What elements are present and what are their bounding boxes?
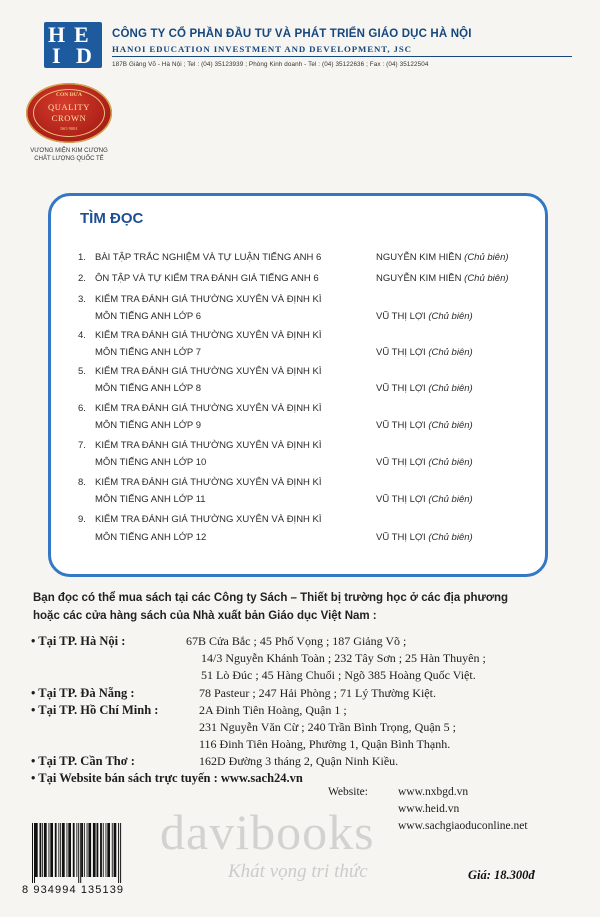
- author-name: VŨ THỊ LỢI: [376, 311, 426, 322]
- author-name: VŨ THỊ LỢI: [376, 457, 426, 468]
- author-name: NGUYỄN KIM HIỀN: [376, 273, 462, 284]
- logo-letter-e: E: [74, 22, 89, 47]
- location-address-line: 2A Đinh Tiên Hoàng, Quận 1 ;: [199, 703, 347, 717]
- location-label-cantho: • Tại TP. Cần Thơ :: [31, 754, 135, 768]
- book-title-line: KIỂM TRA ĐÁNH GIÁ THƯỜNG XUYÊN VÀ ĐỊNH KÌ: [95, 440, 322, 451]
- location-address-line: 51 Lò Đúc ; 45 Hàng Chuối ; Ngõ 385 Hoàng Quốc Việt.: [201, 668, 476, 682]
- book-title-line: KIỂM TRA ĐÁNH GIÁ THƯỜNG XUYÊN VÀ ĐỊNH KÌ: [95, 330, 322, 341]
- location-address-line: 116 Đinh Tiên Hoàng, Phường 1, Quận Bình Thạnh.: [199, 737, 451, 751]
- book-number: 2.: [78, 273, 86, 284]
- book-author: [376, 532, 473, 543]
- author-role: (Chủ biên): [428, 311, 473, 322]
- website-url[interactable]: www.sachgiaoduconline.net: [398, 820, 528, 832]
- book-number: 4.: [78, 330, 86, 341]
- location-label-website: • Tại Website bán sách trực tuyến : www.sach24.vn: [31, 771, 303, 785]
- author-name: VŨ THỊ LỢI: [376, 532, 426, 543]
- seal-top-text: CON ĐƯA: [56, 92, 82, 98]
- logo-letter-h: H: [48, 22, 66, 47]
- author-name: VŨ THỊ LỢI: [376, 494, 426, 505]
- book-title-line: MÔN TIẾNG ANH LỚP 11: [95, 494, 206, 505]
- book-title-line: ÔN TẬP VÀ TỰ KIỂM TRA ĐÁNH GIÁ TIẾNG ANH 6: [95, 273, 319, 284]
- seal-caption-1: VƯƠNG MIỆN KIM CƯƠNG: [30, 148, 108, 154]
- author-role: (Chủ biên): [428, 347, 473, 358]
- book-title-line: KIỂM TRA ĐÁNH GIÁ THƯỜNG XUYÊN VÀ ĐỊNH KÌ: [95, 366, 322, 377]
- book-author: [376, 311, 473, 322]
- book-title-line: MÔN TIẾNG ANH LỚP 9: [95, 420, 201, 431]
- book-title-line: MÔN TIẾNG ANH LỚP 6: [95, 311, 201, 322]
- location-label-danang: • Tại TP. Đà Nẵng :: [31, 686, 135, 700]
- buy-intro-line-1: Bạn đọc có thể mua sách tại các Công ty Sách – Thiết bị trường học ở các địa phương: [33, 592, 509, 604]
- publisher-logo: [44, 22, 102, 68]
- author-role: (Chủ biên): [428, 420, 473, 431]
- seal-line2: CROWN: [51, 113, 87, 123]
- book-author: [376, 494, 473, 505]
- barcode-number: 8 934994 135139: [22, 884, 125, 896]
- book-number: 5.: [78, 366, 86, 377]
- book-number: 7.: [78, 440, 86, 451]
- price-label: Giá: 18.300đ: [468, 868, 535, 882]
- header-divider: [112, 56, 572, 57]
- book-title-line: MÔN TIẾNG ANH LỚP 8: [95, 383, 201, 394]
- seal-line1: QUALITY: [48, 102, 90, 112]
- author-role: (Chủ biên): [428, 532, 473, 543]
- reading-list-title: TÌM ĐỌC: [80, 210, 144, 227]
- watermark-slogan: Khát vọng tri thức: [228, 861, 368, 882]
- book-author: [376, 420, 473, 431]
- book-number: 9.: [78, 514, 86, 525]
- book-title-line: KIỂM TRA ĐÁNH GIÁ THƯỜNG XUYÊN VÀ ĐỊNH KÌ: [95, 294, 322, 305]
- author-name: VŨ THỊ LỢI: [376, 383, 426, 394]
- book-title-line: MÔN TIẾNG ANH LỚP 7: [95, 347, 201, 358]
- buy-intro-line-2: hoặc các cửa hàng sách của Nhà xuất bản Giáo dục Việt Nam :: [33, 610, 377, 622]
- book-title-line: BÀI TẬP TRẮC NGHIỆM VÀ TỰ LUẬN TIẾNG ANH 6: [95, 252, 322, 263]
- logo-letter-i: I: [52, 43, 61, 68]
- website-url[interactable]: www.nxbgd.vn: [398, 786, 469, 798]
- book-author: [376, 252, 509, 263]
- website-url[interactable]: www.heid.vn: [398, 803, 460, 815]
- publisher-name: CÔNG TY CỔ PHẦN ĐẦU TƯ VÀ PHÁT TRIỂN GIÁO DỤC HÀ NỘI: [112, 28, 472, 40]
- book-number: 6.: [78, 403, 86, 414]
- location-address-line: 67B Cửa Bắc ; 45 Phố Vọng ; 187 Giảng Võ ;: [186, 634, 407, 648]
- quality-crown-seal: [26, 83, 112, 143]
- location-address-line: 162D Đường 3 tháng 2, Quận Ninh Kiều.: [199, 754, 399, 768]
- publisher-name-english: HANOI EDUCATION INVESTMENT AND DEVELOPMENT, JSC: [112, 44, 412, 54]
- location-address-line: 231 Nguyễn Văn Cừ ; 240 Trần Bình Trọng, Quận 5 ;: [199, 720, 456, 734]
- author-name: NGUYỄN KIM HIỀN: [376, 252, 462, 263]
- website-label: Website:: [328, 786, 368, 798]
- location-address-line: 78 Pasteur ; 247 Hải Phòng ; 71 Lý Thường Kiệt.: [199, 686, 436, 700]
- publisher-address: 187B Giảng Võ - Hà Nội ; Tel : (04) 35123939 ; Phòng Kinh doanh - Tel : (04) 35122636 ; Fax : (04) 35122504: [112, 61, 429, 68]
- author-name: VŨ THỊ LỢI: [376, 347, 426, 358]
- book-title-line: KIỂM TRA ĐÁNH GIÁ THƯỜNG XUYÊN VÀ ĐỊNH KÌ: [95, 403, 322, 414]
- author-role: (Chủ biên): [428, 457, 473, 468]
- book-number: 8.: [78, 477, 86, 488]
- location-label-hanoi: • Tại TP. Hà Nội :: [31, 634, 126, 648]
- location-address-line: 14/3 Nguyễn Khánh Toàn ; 232 Tây Sơn ; 25 Hàn Thuyên ;: [201, 651, 486, 665]
- author-role: (Chủ biên): [428, 494, 473, 505]
- seal-bottom-text: ISO 9001: [60, 126, 78, 131]
- book-title-line: KIỂM TRA ĐÁNH GIÁ THƯỜNG XUYÊN VÀ ĐỊNH KÌ: [95, 477, 322, 488]
- book-author: [376, 457, 473, 468]
- author-role: (Chủ biên): [464, 252, 509, 263]
- book-number: 3.: [78, 294, 86, 305]
- book-title-line: MÔN TIẾNG ANH LỚP 10: [95, 457, 207, 468]
- author-role: (Chủ biên): [428, 383, 473, 394]
- logo-letter-d: D: [76, 43, 92, 68]
- book-author: [376, 273, 509, 284]
- book-author: [376, 383, 473, 394]
- book-number: 1.: [78, 252, 86, 263]
- seal-caption-2: CHẤT LƯỢNG QUỐC TẾ: [34, 156, 104, 162]
- author-name: VŨ THỊ LỢI: [376, 420, 426, 431]
- book-title-line: MÔN TIẾNG ANH LỚP 12: [95, 532, 207, 543]
- author-role: (Chủ biên): [464, 273, 509, 284]
- location-label-hcmc: • Tại TP. Hồ Chí Minh :: [31, 703, 159, 717]
- book-title-line: KIỂM TRA ĐÁNH GIÁ THƯỜNG XUYÊN VÀ ĐỊNH KÌ: [95, 514, 322, 525]
- barcode-icon: [28, 823, 158, 883]
- book-author: [376, 347, 473, 358]
- watermark-brand: davibooks: [160, 804, 375, 860]
